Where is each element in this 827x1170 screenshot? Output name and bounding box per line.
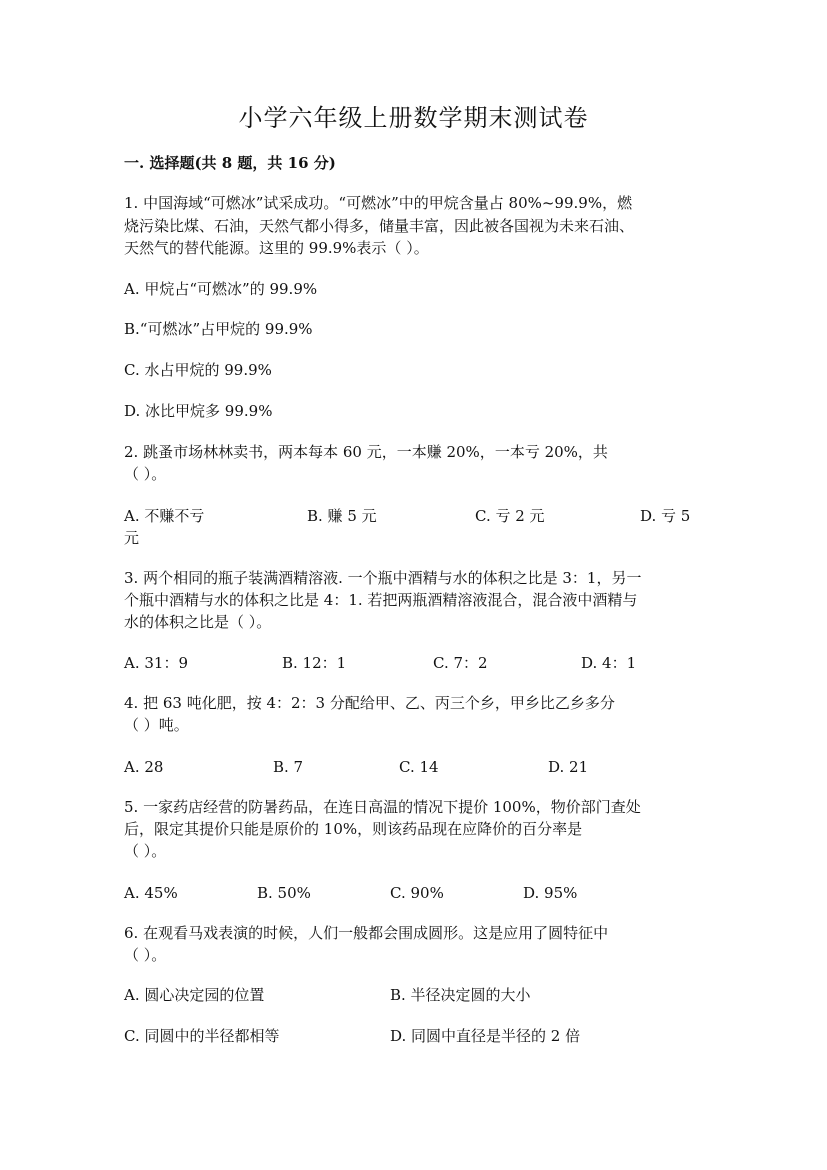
question-2-line-1: 2. 跳蚤市场林林卖书，两本每本 60 元，一本赚 20%，一本亏 20%，共 (124, 443, 608, 461)
question-3-option-a[interactable]: A. 31：9 (124, 654, 188, 672)
question-1-line-1: 1. 中国海域“可燃冰”试采成功。“可燃冰”中的甲烷含量占 80%~99.9%，燃 (124, 194, 633, 212)
question-6-option-a[interactable]: A. 圆心决定园的位置 (124, 986, 265, 1004)
question-1-line-2: 烧污染比煤、石油，天然气都小得多，储量丰富，因此被各国视为未来石油、 (124, 217, 635, 235)
question-3-line-1: 3. 两个相同的瓶子装满酒精溶液. 一个瓶中酒精与水的体积之比是 3：1，另一 (124, 569, 642, 587)
question-5-option-c[interactable]: C. 90% (390, 884, 444, 902)
question-3-option-c[interactable]: C. 7：2 (433, 654, 488, 672)
question-2-line-2: （ ）。 (124, 465, 167, 483)
question-1-option-c[interactable]: C. 水占甲烷的 99.9% (124, 361, 272, 379)
question-5-line-3: （ ）。 (124, 842, 167, 860)
question-2-option-b[interactable]: B. 赚 5 元 (307, 507, 377, 525)
question-4-option-d[interactable]: D. 21 (548, 758, 589, 776)
question-5-line-2: 后，限定其提价只能是原价的 10%，则该药品现在应降价的百分率是 (124, 820, 583, 838)
page-title: 小学六年级上册数学期末测试卷 (238, 104, 589, 132)
question-3-option-d[interactable]: D. 4：1 (581, 654, 637, 672)
question-2-option-c[interactable]: C. 亏 2 元 (475, 507, 545, 525)
question-4-line-1: 4. 把 63 吨化肥，按 4：2：3 分配给甲、乙、丙三个乡，甲乡比乙乡多分 (124, 694, 615, 712)
question-5-line-1: 5. 一家药店经营的防暑药品，在连日高温的情况下提价 100%，物价部门查处 (124, 798, 641, 816)
question-4-line-2: （ ）吨。 (124, 716, 189, 734)
question-3-line-3: 水的体积之比是（ ）。 (124, 613, 272, 631)
section-heading: 一. 选择题(共 8 题，共 16 分) (124, 154, 336, 172)
question-6-option-d[interactable]: D. 同圆中直径是半径的 2 倍 (390, 1027, 581, 1045)
question-5-option-a[interactable]: A. 45% (124, 884, 178, 902)
question-1-option-d[interactable]: D. 冰比甲烷多 99.9% (124, 402, 273, 420)
question-5-option-d[interactable]: D. 95% (523, 884, 578, 902)
question-6-option-c[interactable]: C. 同圆中的半径都相等 (124, 1027, 280, 1045)
question-6-line-1: 6. 在观看马戏表演的时候，人们一般都会围成圆形。这是应用了圆特征中 (124, 924, 609, 942)
question-2-option-d-wrap: 元 (124, 529, 140, 547)
question-2-option-d[interactable]: D. 亏 5 (640, 507, 691, 525)
question-4-option-b[interactable]: B. 7 (273, 758, 304, 776)
question-4-option-c[interactable]: C. 14 (399, 758, 439, 776)
question-6-line-2: （ ）。 (124, 946, 167, 964)
question-5-option-b[interactable]: B. 50% (257, 884, 311, 902)
question-1-option-b[interactable]: B.“可燃冰”占甲烷的 99.9% (124, 320, 313, 338)
question-3-option-b[interactable]: B. 12：1 (282, 654, 347, 672)
question-1-option-a[interactable]: A. 甲烷占“可燃冰”的 99.9% (124, 280, 318, 298)
question-3-line-2: 个瓶中酒精与水的体积之比是 4：1. 若把两瓶酒精溶液混合，混合液中酒精与 (124, 591, 638, 609)
question-1-line-3: 天然气的替代能源。这里的 99.9%表示（ ）。 (124, 239, 429, 257)
question-2-option-a[interactable]: A. 不赚不亏 (124, 507, 205, 525)
question-6-option-b[interactable]: B. 半径决定圆的大小 (390, 986, 531, 1004)
question-4-option-a[interactable]: A. 28 (124, 758, 164, 776)
